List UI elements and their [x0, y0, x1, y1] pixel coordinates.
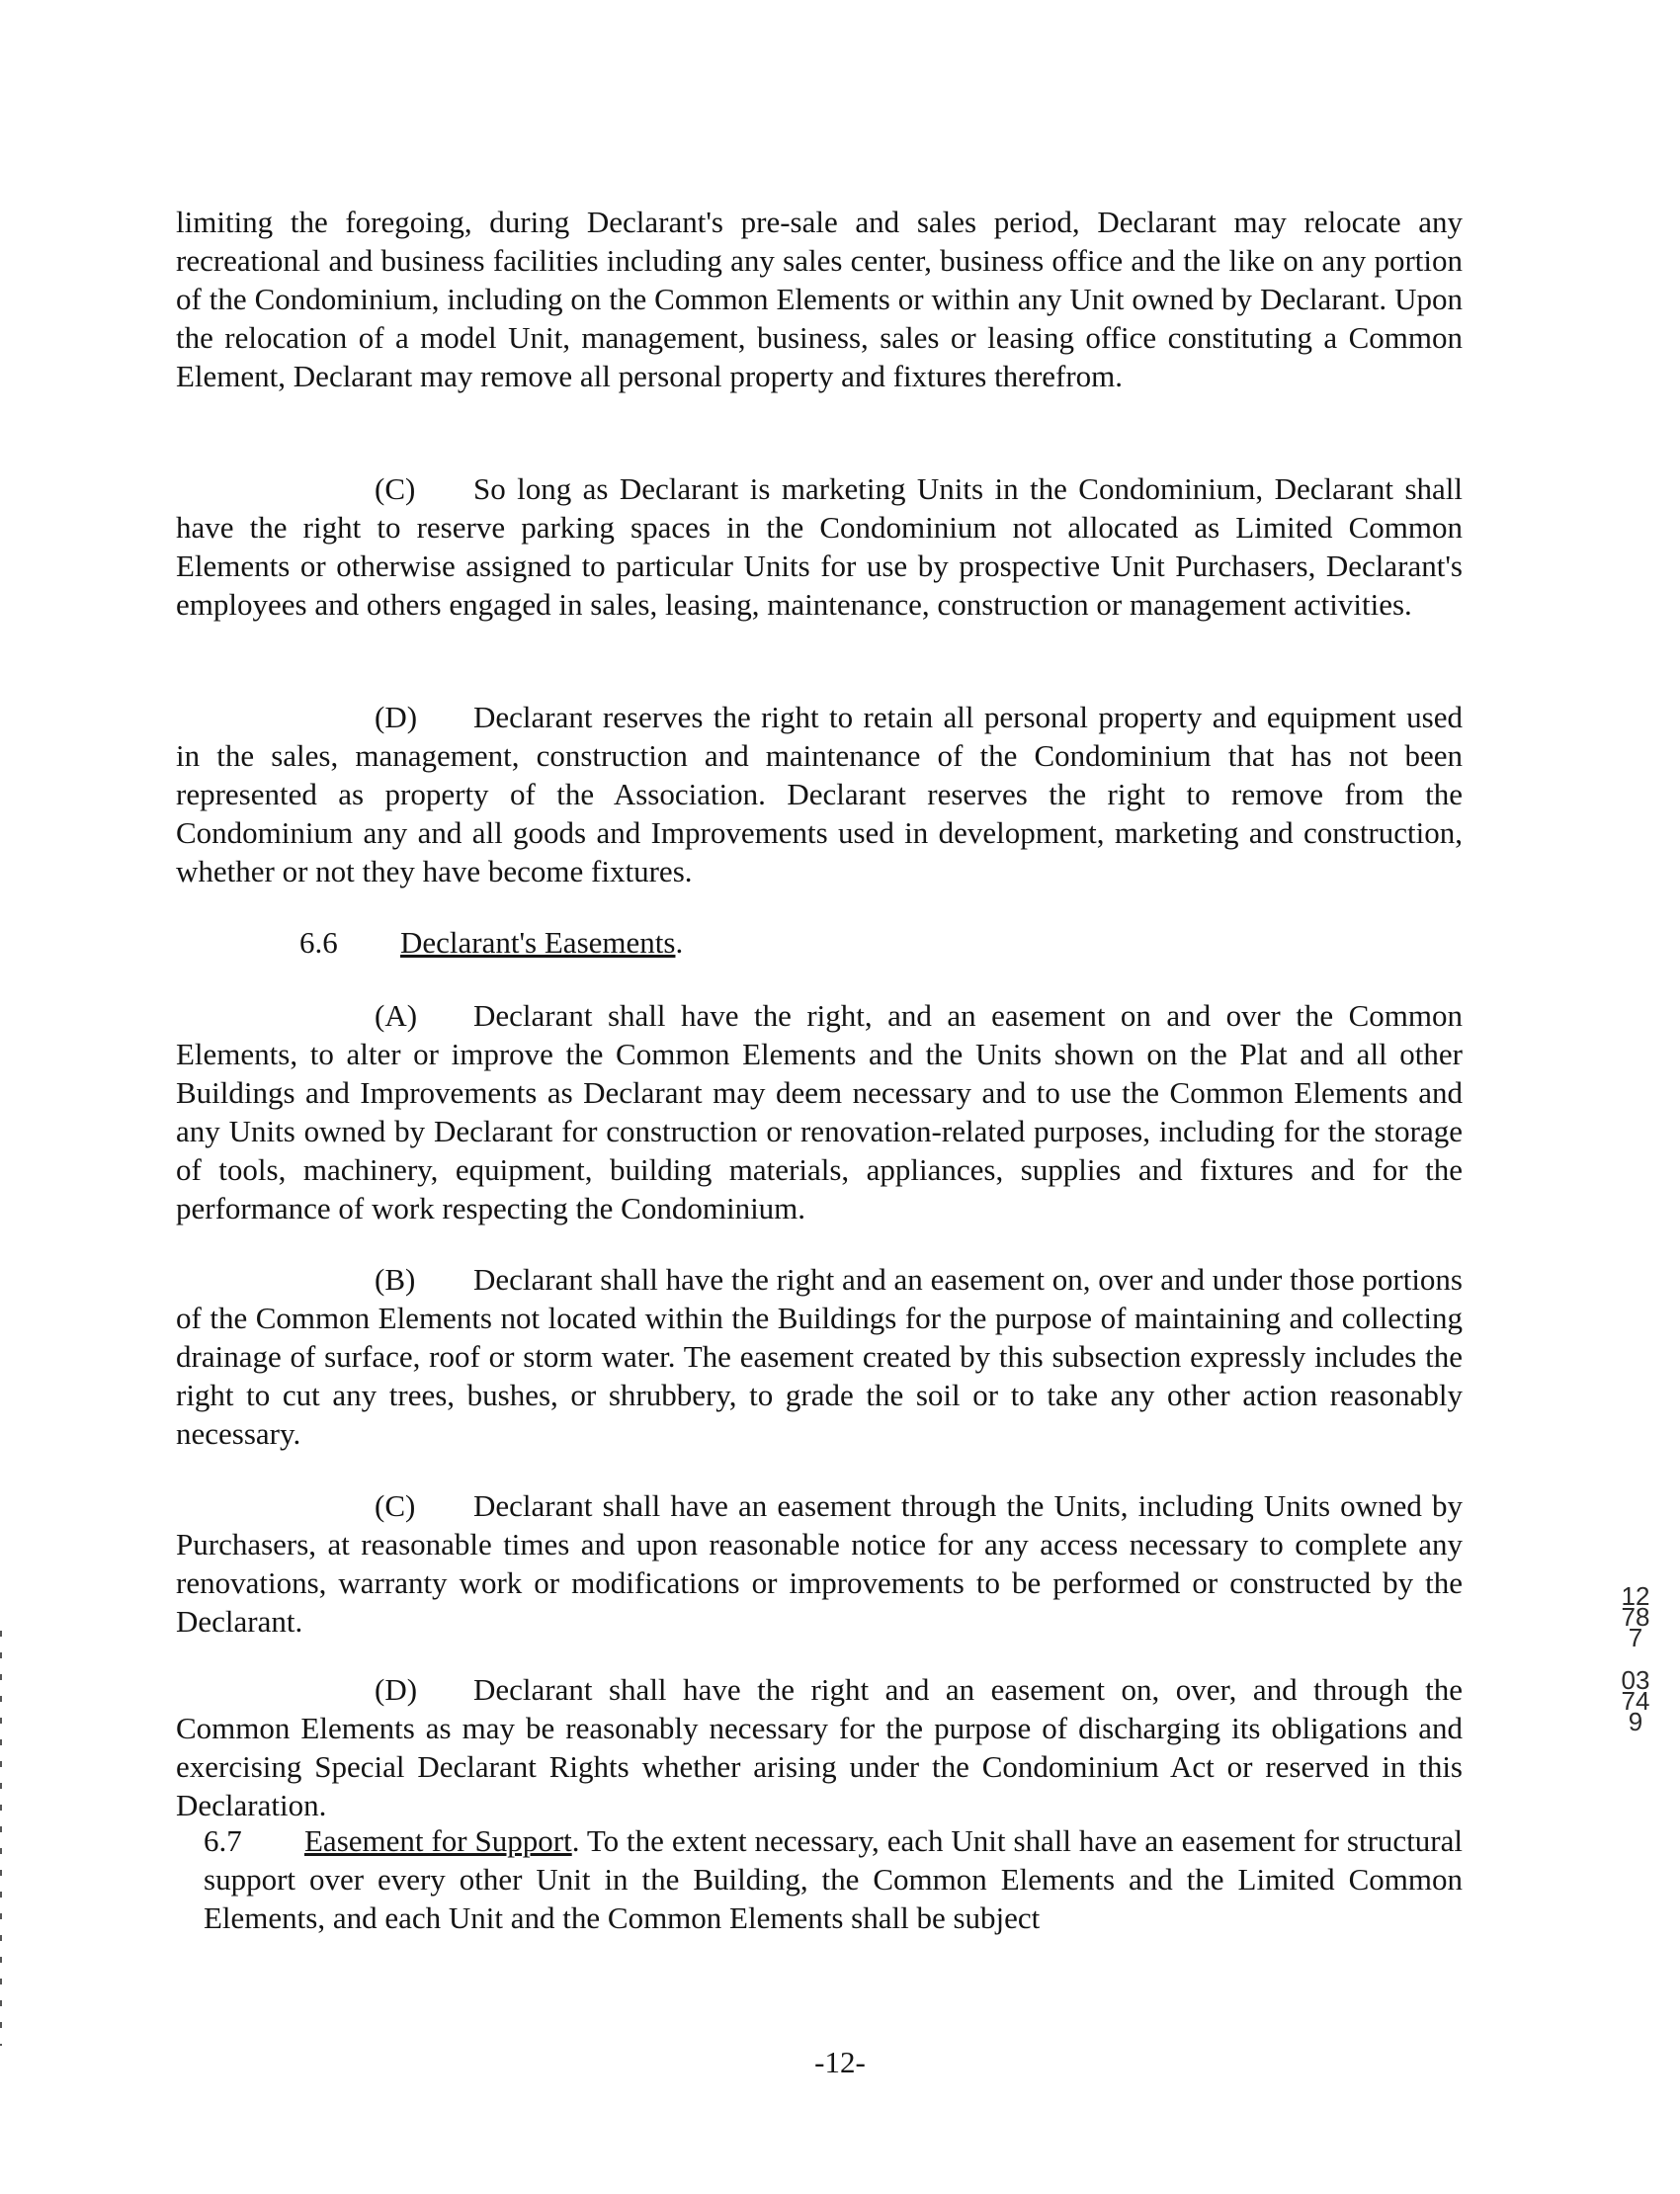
section-title: Declarant's Easements	[400, 925, 676, 960]
section-number: 6.7	[204, 1823, 242, 1858]
paragraph-label: (B)	[375, 1262, 416, 1297]
scan-edge-mark	[0, 1631, 2, 2046]
paragraph-label: (A)	[375, 998, 418, 1033]
recording-stamp	[1621, 1581, 1650, 1736]
stamp-book-number: 12787	[1621, 1581, 1650, 1652]
paragraph-d-obligations	[176, 1670, 1463, 1824]
stamp-page-number: 03749	[1621, 1665, 1650, 1736]
section-number: 6.6	[299, 925, 338, 960]
section-title-period: .	[675, 925, 684, 960]
paragraph-label: (D)	[375, 1672, 418, 1707]
paragraph-d-personal-property	[176, 698, 1463, 890]
paragraph-text: Declarant reserves the right to retain all personal property and equipment used in the sales, management, construction and maintenance of the Condominium that has not been represented as property of the Association. Declarant reserves the right to remove from the Condominium any and all goods and Improvements used in development, marketing and construction, whether or not they have become fixtures.	[176, 700, 1463, 888]
paragraph-text: Declarant shall have the right, and an easement on and over the Common Elements, to alter or improve the Common Elements and the Units shown on the Plat and all other Buildings and Improvements as Declarant may deem necessary and to use the Common Elements and any Units owned by Declarant for construction or renovation-related purposes, including for the storage of tools, machinery, equipment, building materials, appliances, supplies and fixtures and for the performance of work respecting the Condominium.	[176, 998, 1463, 1225]
section-heading-6-6	[299, 923, 683, 962]
paragraph-text: Declarant shall have the right and an easement on, over and under those portions of the Common Elements not located within the Buildings for the purpose of maintaining and collecting drainage of surface, roof or storm water. The easement created by this subsection expressly includes the right to cut any trees, bushes, or shrubbery, to grade the soil or to take any other action reasonably necessary.	[176, 1262, 1463, 1451]
paragraph-label: (C)	[375, 1488, 416, 1523]
paragraph-b-drainage	[176, 1260, 1463, 1453]
paragraph-label: (D)	[375, 700, 418, 734]
paragraph-text: Declarant shall have the right and an easement on, over, and through the Common Elements as may be reasonably necessary for the purpose of discharging its obligations and exercising Special Declarant Rights whether arising under the Condominium Act or reserved in this Declaration.	[176, 1672, 1463, 1822]
section-text: . To the extent necessary, each Unit shall have an easement for structural support over every other Unit in the Building, the Common Elements and the Limited Common Elements, and each Unit and the Common Elements shall be subject	[204, 1823, 1464, 1935]
paragraph-text: So long as Declarant is marketing Units in the Condominium, Declarant shall have the right to reserve parking spaces in the Condominium not allocated as Limited Common Elements or otherwise assigned to particular Units for use by prospective Unit Purchasers, Declarant's employees and others engaged in sales, leasing, maintenance, construction or management activities.	[176, 471, 1463, 622]
paragraph-text: Declarant shall have an easement through the Units, including Units owned by Purchasers, at reasonable times and upon reasonable notice for any access necessary to complete any renovations, warranty work or modifications or improvements to be performed or constructed by the Declarant.	[176, 1488, 1463, 1639]
paragraph-c-access	[176, 1486, 1463, 1641]
paragraph-c-parking	[176, 469, 1463, 624]
section-6-7-support	[204, 1821, 1463, 1937]
page-number: -12-	[814, 2045, 866, 2079]
paragraph-a-easement	[176, 996, 1463, 1227]
paragraph-continuation: limiting the foregoing, during Declarant's pre-sale and sales period, Declarant may relocate any recreational and business facilities including any sales center, business office and the like on any portion of the Condominium, including on the Common Elements or within any Unit owned by Declarant. Upon the relocation of a model Unit, management, business, sales or leasing office constituting a Common Element, Declarant may remove all personal property and fixtures therefrom.	[176, 205, 1463, 393]
paragraph-label: (C)	[375, 471, 416, 506]
section-title: Easement for Support	[304, 1823, 572, 1858]
